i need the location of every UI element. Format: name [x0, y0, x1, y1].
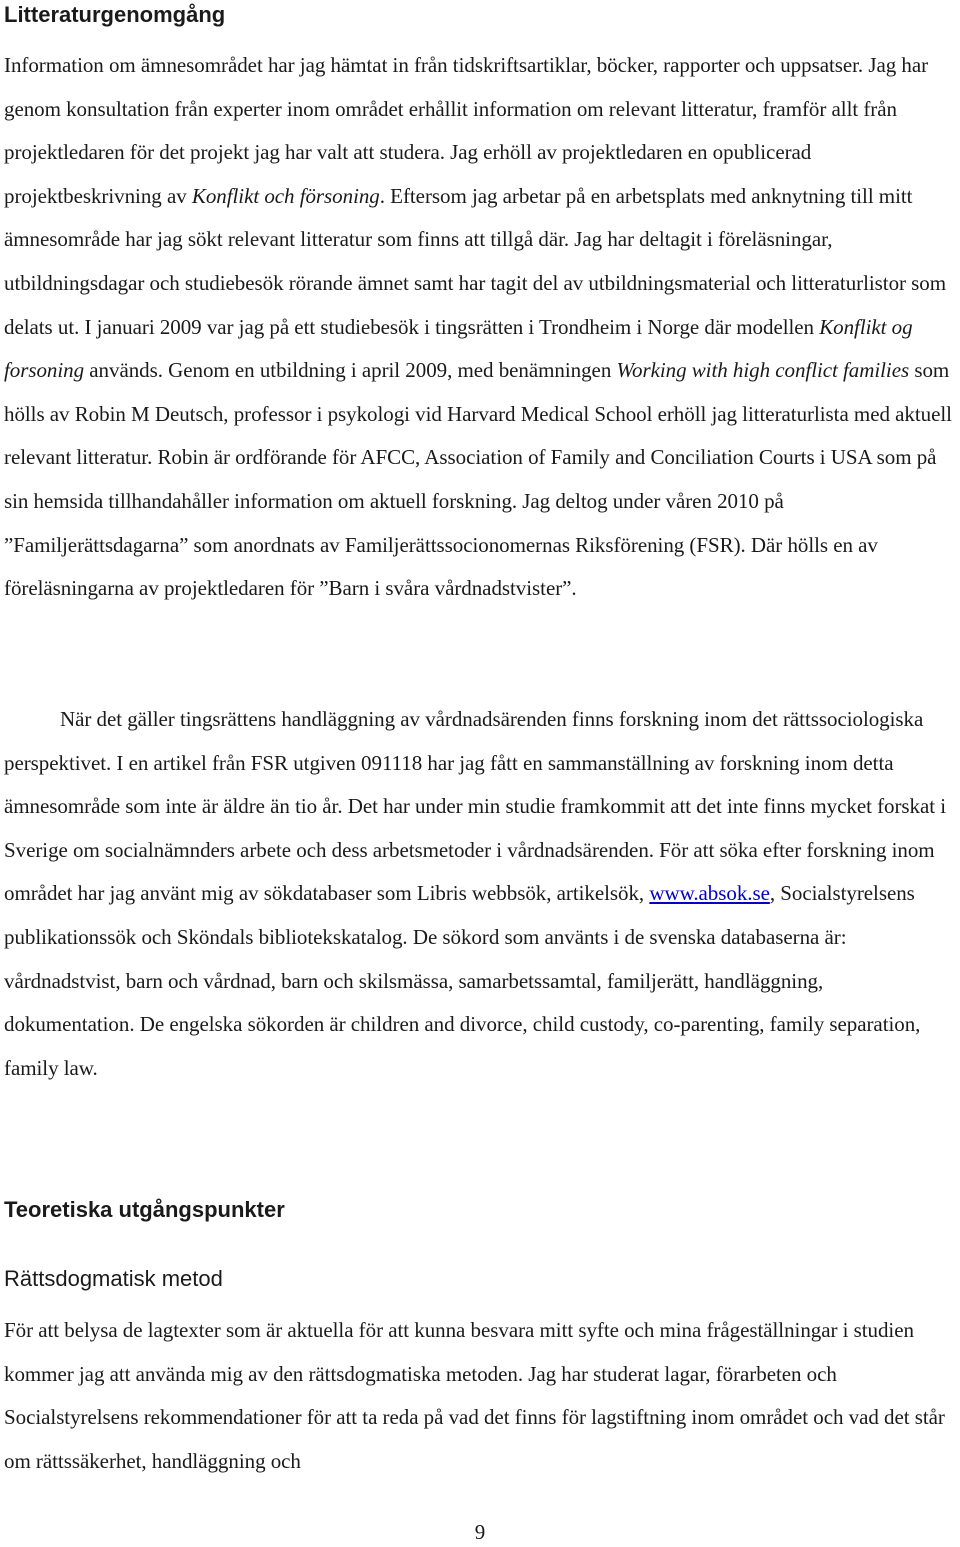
italic-title: Konflikt och försoning	[191, 183, 380, 208]
page-number: 9	[474, 1520, 486, 1544]
italic-title: Working with high conflict families	[616, 358, 910, 383]
text-run: Information om ämnesområdet har jag hämtat in från tidskriftsartiklar, böcker, rapporter och uppsatser. Jag har genom konsultation från experter inom området erhållit information om relevant litteratur, framför allt från projektledaren för det projekt jag har valt att studera. Jag erhöll av projektledaren en opublicerad projektbeskrivning av	[4, 53, 929, 208]
text-run: När det gäller tingsrättens handläggning av vårdnadsärenden finns forskning inom det rättssociologiska perspektivet. I en artikel från FSR utgiven 091118 har jag fått en sammanställning av forskning inom detta ämnesområde som inte är äldre än tio år. Det har under min studie framkommit att det inte finns mycket forskat i Sverige om socialnämnders arbete och dess arbetsmetoder i vårdnadsärenden. För att söka efter forskning inom området har jag använt mig av sökdatabaser som Libris webbsök, artikelsök,	[4, 707, 947, 906]
subsection-heading-rattsdogmatisk: Rättsdogmatisk metod	[4, 1266, 223, 1291]
text-run: . Eftersom jag arbetar på en arbetsplats med anknytning till mitt ämnesområde har jag sökt relevant litteratur som finns att tillgå där. Jag har deltagit i föreläsningar, utbildningsdagar och studiebesök rörande ämnet samt har tagit del av utbildningsmaterial och litteraturlistor som delats ut. I januari 2009 var jag på ett studiebesök i tingsrätten i Trondheim i Norge där modellen	[4, 183, 947, 339]
text-run: används. Genom en utbildning i april 2009, med benämningen	[84, 358, 617, 383]
text-run: , Socialstyrelsens publikationssök och Sköndals bibliotekskatalog. De sökord som använts i de svenska databaserna är: vårdnadstvist, barn och vårdnad, barn och skilsmässa, samarbetssamtal, familjerätt, handläggning, dokumentation. De engelska sökorden är children and divorce, child custody, co-parenting, family separation, family law.	[4, 881, 921, 1080]
section-heading-teoretiska: Teoretiska utgångspunkter	[4, 1197, 285, 1222]
paragraph-litteratur	[4, 44, 956, 611]
text-run: som hölls av Robin M Deutsch, professor i psykologi vid Harvard Medical School erhöll jag litteraturlista med aktuell relevant litteratur. Robin är ordförande för AFCC, Association of Family and Conciliation Courts i USA som på sin hemsida tillhandahåller information om aktuell forskning. Jag deltog under våren 2010 på ”Familjerättsdagarna” som anordnats av Familjerättssocionomernas Riksförening (FSR). Där hölls en av föreläsningarna av projektledaren för ”Barn i svåra vårdnadstvister”.	[4, 358, 952, 601]
italic-title: Konflikt og forsoning	[4, 314, 913, 383]
section-heading-litteraturgenomgang: Litteraturgenomgång	[4, 2, 226, 27]
paragraph-metod: För att belysa de lagtexter som är aktuella för att kunna besvara mitt syfte och mina frågeställningar i studien kommer jag att använda mig av den rättsdogmatiska metoden. Jag har studerat lagar, förarbeten och Socialstyrelsens rekommendationer för att ta reda på vad det finns för lagstiftning inom området och vad det står om rättssäkerhet, handläggning och	[4, 1318, 945, 1473]
paragraph-forskning	[4, 698, 956, 1090]
absok-link[interactable]: www.absok.se	[649, 881, 770, 906]
